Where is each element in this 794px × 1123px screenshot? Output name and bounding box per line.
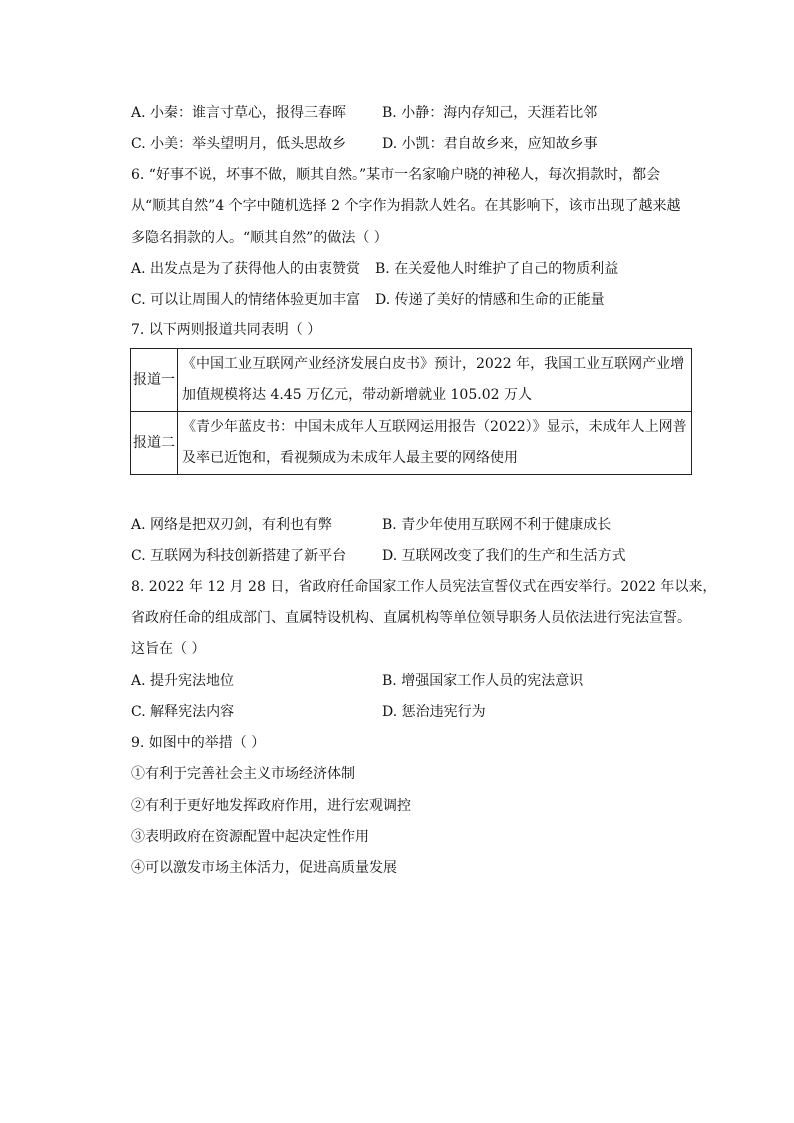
q9-stem: 9. 如图中的举措（ ） — [131, 735, 266, 751]
q6-option-d: D. 传递了美好的情感和生命的正能量 — [375, 292, 605, 308]
q8-option-d: D. 惩治违宪行为 — [382, 704, 486, 720]
q7-report-table — [130, 348, 692, 475]
q6-option-c: C. 可以让周围人的情绪体验更加丰富 — [131, 292, 361, 308]
report1-text: 《中国工业互联网产业经济发展白皮书》预计，2022 年，我国工业互联网产业增加值规模将达 4.45 万亿元，带动新增就业 105.02 万人 — [178, 349, 692, 412]
q5-option-c: C. 小美：举头望明月，低头思故乡 — [131, 136, 347, 152]
q6-stem-line1: 6. “好事不说，坏事不做，顺其自然。”某市一名家喻户晓的神秘人，每次捐款时，都会 — [131, 167, 661, 183]
report1-label: 报道一 — [131, 349, 178, 412]
q7-stem: 7. 以下两则报道共同表明（ ） — [131, 322, 322, 338]
q5-option-d: D. 小凯：君自故乡来，应知故乡事 — [382, 136, 598, 152]
report2-label: 报道二 — [131, 412, 178, 475]
q6-option-b: B. 在关爱他人时维护了自己的物质利益 — [375, 261, 619, 277]
q9-item-4: ④可以激发市场主体活力，促进高质量发展 — [131, 860, 397, 876]
q6-stem-line3: 多隐名捐款的人。“顺其自然”的做法（ ） — [131, 230, 388, 246]
table-row — [131, 349, 692, 412]
q7-option-d: D. 互联网改变了我们的生产和生活方式 — [382, 548, 626, 564]
q8-option-b: B. 增强国家工作人员的宪法意识 — [382, 673, 584, 689]
q9-item-1: ①有利于完善社会主义市场经济体制 — [131, 766, 355, 782]
q6-option-a: A. 出发点是为了获得他人的由衷赞赏 — [131, 261, 361, 277]
q7-option-b: B. 青少年使用互联网不利于健康成长 — [382, 517, 612, 533]
q8-option-a: A. 提升宪法地位 — [131, 673, 235, 689]
q8-stem-line1: 8. 2022 年 12 月 28 日，省政府任命国家工作人员宪法宣誓仪式在西安举行。2022 年以来， — [131, 579, 717, 595]
q7-option-c: C. 互联网为科技创新搭建了新平台 — [131, 548, 347, 564]
table-row — [131, 412, 692, 475]
q5-option-b: B. 小静：海内存知己，天涯若比邻 — [382, 105, 598, 121]
q5-option-a: A. 小秦：谁言寸草心，报得三春晖 — [131, 105, 347, 121]
q8-stem-line2: 省政府任命的组成部门、直属特设机构、直属机构等单位领导职务人员依法进行宪法宣誓。 — [131, 610, 691, 626]
q8-stem-line3: 这旨在（ ） — [131, 641, 206, 657]
report2-text: 《青少年蓝皮书：中国未成年人互联网运用报告（2022）》显示，未成年人上网普及率已近饱和，看视频成为未成年人最主要的网络使用 — [178, 412, 692, 475]
q9-item-2: ②有利于更好地发挥政府作用，进行宏观调控 — [131, 798, 411, 814]
q9-item-3: ③表明政府在资源配置中起决定性作用 — [131, 829, 369, 845]
q8-option-c: C. 解释宪法内容 — [131, 704, 235, 720]
q6-stem-line2: 从“顺其自然”4 个字中随机选择 2 个字作为捐款人姓名。在其影响下，该市出现了越来越 — [131, 198, 681, 214]
q7-option-a: A. 网络是把双刃剑，有利也有弊 — [131, 517, 333, 533]
